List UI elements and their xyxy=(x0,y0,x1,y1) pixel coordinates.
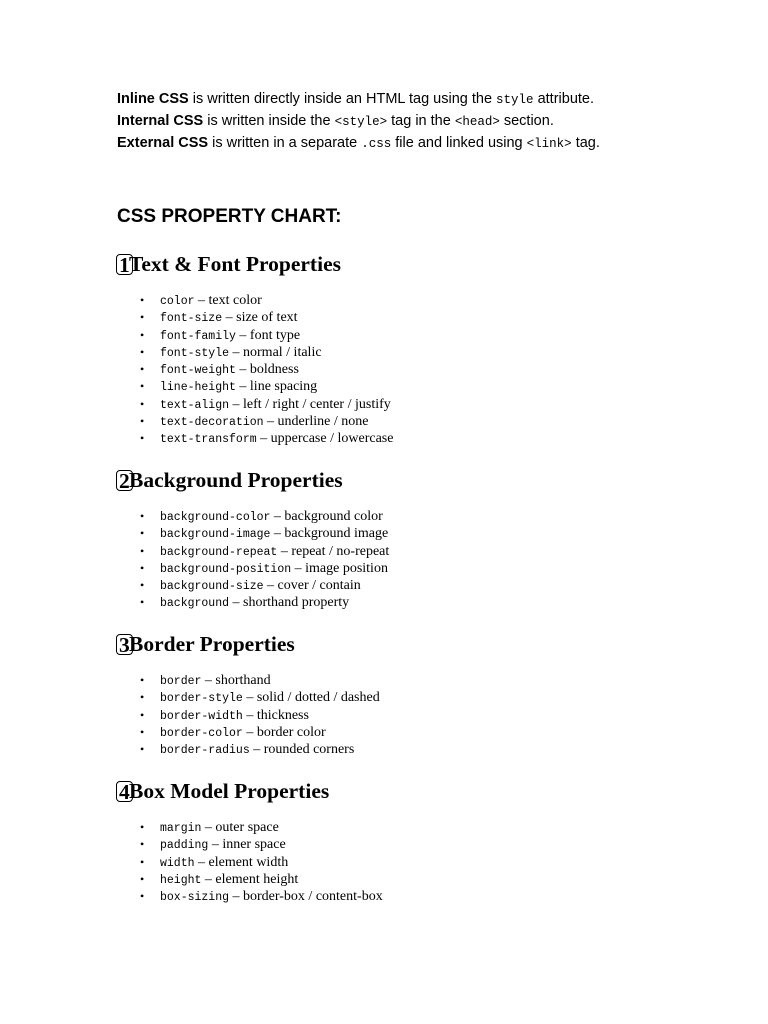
section-number-badge: 3 xyxy=(116,634,133,655)
list-item xyxy=(116,292,736,309)
bullet-icon: • xyxy=(140,310,145,325)
property-description: – rounded corners xyxy=(249,742,355,758)
section-box-model xyxy=(116,777,736,905)
section-border xyxy=(116,630,736,758)
bullet-icon: • xyxy=(140,327,145,342)
inline-code: <link> xyxy=(526,137,572,151)
property-description: – line spacing xyxy=(235,379,318,395)
property-description: – inner space xyxy=(208,837,286,853)
intro-line-external: External CSS is written in a separate .css file and linked using <link> tag. xyxy=(117,135,600,151)
property-name: background-size xyxy=(160,580,264,594)
bullet-icon: • xyxy=(140,837,145,852)
bullet-icon: • xyxy=(140,724,145,739)
bullet-icon: • xyxy=(140,526,145,541)
property-description: – text color xyxy=(194,293,262,308)
list-item xyxy=(116,854,736,871)
property-name: border-style xyxy=(160,692,243,706)
property-list xyxy=(116,292,736,448)
inline-code: <head> xyxy=(454,115,500,129)
section-title: Border Properties xyxy=(129,632,295,656)
bullet-icon: • xyxy=(140,707,145,722)
bullet-icon: • xyxy=(140,379,145,394)
section-number-badge: 1 xyxy=(116,254,133,275)
property-description: – border-box / content-box xyxy=(229,889,383,905)
list-item xyxy=(116,707,736,724)
property-name: border xyxy=(160,675,202,688)
section-number-badge: 4 xyxy=(116,781,133,802)
list-item xyxy=(116,508,736,525)
property-description: – outer space xyxy=(201,820,279,835)
property-name: text-transform xyxy=(160,433,257,447)
property-description: – element height xyxy=(201,871,299,887)
list-item xyxy=(116,344,736,361)
bullet-icon: • xyxy=(140,344,145,359)
property-name: width xyxy=(160,856,195,870)
list-item xyxy=(116,378,736,395)
property-description: – image position xyxy=(291,560,388,576)
property-description: – size of text xyxy=(222,310,298,326)
bullet-icon: • xyxy=(140,509,145,523)
property-description: – cover / contain xyxy=(263,578,361,594)
list-item xyxy=(116,361,736,378)
list-item xyxy=(116,396,736,413)
property-name: margin xyxy=(160,822,202,835)
list-item xyxy=(116,594,736,611)
property-name: color xyxy=(160,295,195,308)
section-heading xyxy=(116,777,736,805)
bullet-icon: • xyxy=(140,431,145,446)
property-name: background-color xyxy=(160,511,271,524)
section-title: Box Model Properties xyxy=(129,779,330,803)
property-description: – thickness xyxy=(242,707,309,723)
property-name: background-image xyxy=(160,528,271,542)
section-number-badge: 2 xyxy=(116,470,133,491)
bullet-icon: • xyxy=(140,690,145,705)
property-name: text-align xyxy=(160,398,230,412)
property-list xyxy=(116,819,736,905)
section-title: Text & Font Properties xyxy=(129,252,341,276)
section-heading xyxy=(116,250,736,278)
property-name: border-width xyxy=(160,709,243,723)
section-title: Background Properties xyxy=(129,468,343,492)
bullet-icon: • xyxy=(140,742,145,757)
property-name: background xyxy=(160,597,230,611)
list-item xyxy=(116,741,736,758)
list-item xyxy=(116,327,736,344)
inline-code: style xyxy=(496,93,534,107)
property-name: font-weight xyxy=(160,364,236,378)
property-name: background-repeat xyxy=(160,545,278,559)
property-name: background-position xyxy=(160,562,292,576)
property-name: font-style xyxy=(160,346,230,360)
property-name: text-decoration xyxy=(160,416,264,430)
property-description: – shorthand property xyxy=(229,595,350,611)
intro-line-internal: Internal CSS is written inside the <style> tag in the <head> section. xyxy=(117,113,554,129)
list-item xyxy=(116,413,736,430)
chart-title: CSS PROPERTY CHART: xyxy=(117,206,342,227)
property-name: border-color xyxy=(160,726,243,740)
intro-term: External CSS xyxy=(117,135,209,151)
property-description: – border color xyxy=(242,724,326,740)
bullet-icon: • xyxy=(140,820,145,834)
intro-line-inline: Inline CSS is written directly inside an HTML tag using the style attribute. xyxy=(117,91,595,107)
property-name: line-height xyxy=(160,381,236,395)
section-background xyxy=(116,466,736,612)
inline-code: .css xyxy=(361,137,392,151)
bullet-icon: • xyxy=(140,595,145,610)
property-description: – repeat / no-repeat xyxy=(277,543,390,559)
property-description: – normal / italic xyxy=(229,344,322,360)
list-item xyxy=(116,819,736,836)
list-item xyxy=(116,871,736,888)
property-description: – font type xyxy=(235,327,301,343)
bullet-icon: • xyxy=(140,560,145,575)
list-item xyxy=(116,560,736,577)
property-description: – solid / dotted / dashed xyxy=(242,690,380,706)
intro-term: Inline CSS xyxy=(117,91,189,107)
property-name: border-radius xyxy=(160,744,250,758)
list-item xyxy=(116,672,736,689)
property-description: – background color xyxy=(270,509,383,524)
bullet-icon: • xyxy=(140,889,145,904)
property-name: padding xyxy=(160,839,209,853)
bullet-icon: • xyxy=(140,578,145,593)
section-heading xyxy=(116,466,736,494)
list-item xyxy=(116,836,736,853)
section-heading xyxy=(116,630,736,658)
bullet-icon: • xyxy=(140,396,145,411)
property-description: – underline / none xyxy=(263,414,369,430)
bullet-icon: • xyxy=(140,543,145,558)
property-name: font-size xyxy=(160,312,223,326)
bullet-icon: • xyxy=(140,414,145,429)
list-item xyxy=(116,724,736,741)
property-description: – boldness xyxy=(235,362,299,378)
property-name: font-family xyxy=(160,329,236,343)
property-name: box-sizing xyxy=(160,891,230,905)
property-description: – left / right / center / justify xyxy=(229,396,391,412)
bullet-icon: • xyxy=(140,871,145,886)
list-item xyxy=(116,543,736,560)
property-description: – uppercase / lowercase xyxy=(256,431,394,447)
property-name: height xyxy=(160,873,202,887)
list-item xyxy=(116,577,736,594)
bullet-icon: • xyxy=(140,293,145,307)
intro-term: Internal CSS xyxy=(117,113,204,129)
list-item xyxy=(116,309,736,326)
property-description: – background image xyxy=(270,526,389,542)
list-item xyxy=(116,525,736,542)
list-item xyxy=(116,689,736,706)
intro-paragraph xyxy=(117,88,737,154)
bullet-icon: • xyxy=(140,854,145,869)
bullet-icon: • xyxy=(140,673,145,687)
section-text-font xyxy=(116,250,736,448)
list-item xyxy=(116,888,736,905)
bullet-icon: • xyxy=(140,362,145,377)
property-list xyxy=(116,508,736,612)
inline-code: <style> xyxy=(334,115,388,129)
list-item xyxy=(116,430,736,447)
property-list xyxy=(116,672,736,758)
property-description: – shorthand xyxy=(201,673,271,688)
property-description: – element width xyxy=(194,854,289,870)
